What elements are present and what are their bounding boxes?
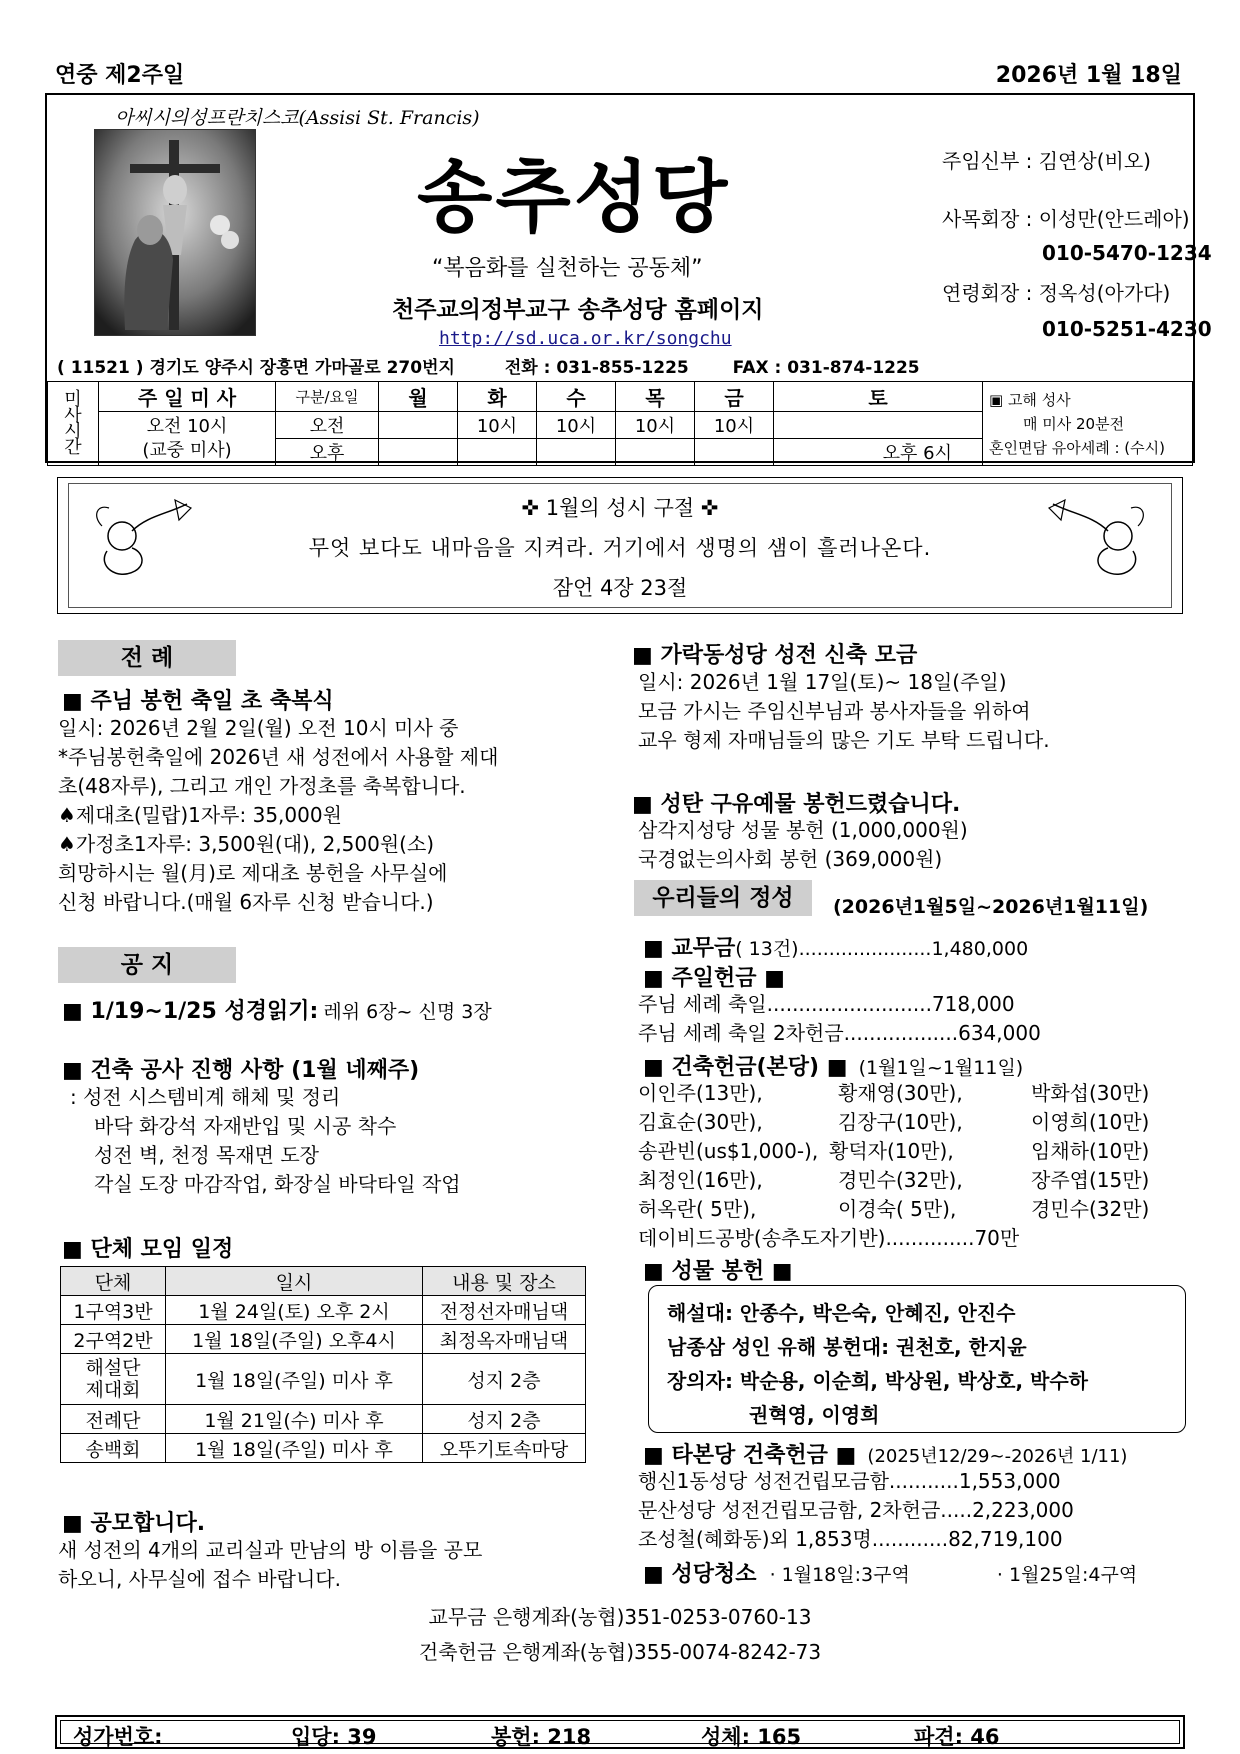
- sunday-offering-title: ■ 주일헌금 ■: [643, 966, 785, 991]
- hymn-dismissal: 파견: 46: [914, 1725, 1000, 1749]
- masthead: [45, 93, 1212, 464]
- schedule-header-place: 내용 및 장소: [423, 1267, 586, 1296]
- table-row: 2구역2반 1월 18일(주일) 오후4시 최정옥자매님댁: [61, 1325, 586, 1354]
- church-name: 송추성당: [417, 153, 731, 243]
- address: ( 11521 ) 경기도 양주시 장흥면 가마골로 270번지: [57, 358, 455, 378]
- liturgical-season: 연중 제2주일: [55, 63, 185, 88]
- verse-heading: ✜ 1월의 성시 구절 ✜: [521, 496, 719, 520]
- bible-reading-text: 레위 6장~ 신명 3장: [323, 1001, 492, 1023]
- group-schedule-table: [60, 1266, 586, 1463]
- verse-source: 잠언 4장 23절: [552, 576, 688, 600]
- mass-side-label: 미 사 시 간: [48, 382, 99, 466]
- church-cleaning: [643, 1557, 1137, 1588]
- construction-title: ■ 건축 공사 진행 사항 (1월 네째주): [62, 1058, 420, 1083]
- table-row: 1구역3반 1월 24일(토) 오후 2시 전정선자매님댁: [61, 1296, 586, 1325]
- candle-blessing-body: 일시: 2026년 2월 2일(월) 오전 10시 미사 중 *주님봉헌축일에 2026년 새 성전에서 사용할 제대 초(48자루), 그리고 개인 가정초를 축복합니다. ♠제대초(밀랍)1자루: 35,000원 ♠가정초1자루: 3,500원(대), 2,500원(소) 희망하시는 월(月)로 제대초 봉헌을 사무실에 신청 바랍니다.(매월 6자루 신청 받습니다.): [58, 716, 499, 914]
- group-schedule-title: ■ 단체 모임 일정: [62, 1237, 234, 1262]
- sunday-mass-time: 오전 10시 (교중 미사): [99, 412, 276, 466]
- pm-label: 오후: [276, 439, 379, 466]
- thu-am: 10시: [616, 412, 695, 439]
- mon-am: [379, 412, 458, 439]
- hymn-entrance: 입당: 39: [291, 1725, 377, 1749]
- verse-text: 무엇 보다도 내마음을 지켜라. 거기에서 생명의 샘이 흘러나온다.: [308, 536, 932, 560]
- tue-pm: [458, 439, 537, 466]
- building-fund-title: ■ 건축헌금(본당) ■: [643, 1055, 848, 1080]
- day-sat: 토: [774, 382, 983, 412]
- building-fund-period: (1월1일~1월11일): [858, 1057, 1024, 1079]
- telephone: 전화 : 031-855-1225: [504, 358, 689, 378]
- mass-schedule-table: [47, 381, 1193, 466]
- construction-body: : 성전 시스템비계 해체 및 정리 바닥 화강석 자재반입 및 시공 착수 성전 벽, 천정 목재면 도장 각실 도장 마감작업, 화장실 바닥타일 작업: [70, 1085, 461, 1196]
- offerings-section-header: 우리들의 정성: [634, 880, 812, 916]
- christmas-offering-title: ■ 성탄 구유예물 봉헌드렸습니다.: [632, 792, 961, 817]
- schedule-header-datetime: 일시: [166, 1267, 423, 1296]
- fax: FAX : 031-874-1225: [732, 358, 920, 378]
- wed-pm: [537, 439, 616, 466]
- monthly-verse-box: [57, 477, 1183, 614]
- address-line: [57, 353, 920, 378]
- pastoral-president: 사목회장 : 이성만(안드레아): [942, 207, 1190, 231]
- sacred-goods-box: 해설대: 안종수, 박은숙, 안혜진, 안진수 남종삼 성인 유해 봉헌대: 권천호, 한지윤 장의자: 박순용, 이순희, 박상원, 박상호, 박수하 권혁영, 이영희: [648, 1285, 1186, 1433]
- confession-note: ▣ 고해 성사 매 미사 20분전 혼인면담 유아세례 : (수시): [983, 382, 1193, 466]
- hymn-numbers-bar: [55, 1715, 1185, 1749]
- other-parish-fund: [643, 1438, 1127, 1469]
- offerings-period: (2026년1월5일~2026년1월11일): [833, 896, 1149, 918]
- elder-phone: 010-5251-4230: [1042, 317, 1212, 341]
- sat-pm: 오후 6시: [774, 439, 983, 466]
- thu-pm: [616, 439, 695, 466]
- homepage-link[interactable]: http://sd.uca.or.kr/songchu: [439, 328, 732, 349]
- contest-title: ■ 공모합니다.: [62, 1511, 206, 1536]
- garakdong-body: 일시: 2026년 1월 17일(토)~ 18일(주일) 모금 가시는 주임신부님과 봉사자들을 위하여 교우 형제 자매님들의 많은 기도 부탁 드립니다.: [638, 670, 1050, 752]
- schedule-header-group: 단체: [61, 1267, 166, 1296]
- day-mon: 월: [379, 382, 458, 412]
- division-header: 구분/요일: [276, 382, 379, 412]
- hymn-communion: 성체: 165: [701, 1725, 802, 1749]
- cleaning-week1: · 1월18일:3구역: [769, 1564, 910, 1586]
- liturgy-section-header: 전 례: [58, 640, 236, 676]
- pastor: 주임신부 : 김연상(비오): [942, 149, 1151, 173]
- sat-am: [774, 412, 983, 439]
- elder-president: 연령회장 : 정옥성(아가다): [942, 281, 1171, 305]
- contest-body: 새 성전의 4개의 교리실과 만남의 방 이름을 공모 하오니, 사무실에 접수 바랍니다.: [58, 1538, 483, 1591]
- cleaning-week2: · 1월25일:4구역: [996, 1564, 1138, 1586]
- dues-bank-account: 교무금 은행계좌(농협)351-0253-0760-13: [428, 1605, 812, 1629]
- saint-painting: [94, 129, 256, 336]
- parish-homepage: 천주교의정부교구 송추성당 홈페이지: [392, 297, 764, 323]
- parish-dues: [643, 931, 1028, 962]
- day-tue: 화: [458, 382, 537, 412]
- christmas-offering-body: 삼각지성당 성물 봉헌 (1,000,000원) 국경없는의사회 봉헌 (369,000원): [638, 818, 968, 871]
- fri-pm: [695, 439, 774, 466]
- am-label: 오전: [276, 412, 379, 439]
- other-parish-period: (2025년12/29~-2026년 1/11): [867, 1446, 1128, 1467]
- sacred-goods-title: ■ 성물 봉헌 ■: [643, 1259, 793, 1284]
- hymn-label: 성가번호:: [73, 1725, 163, 1749]
- bulletin-date: 2026년 1월 18일: [995, 63, 1182, 88]
- pastoral-phone: 010-5470-1234: [1042, 241, 1212, 265]
- day-fri: 금: [695, 382, 774, 412]
- table-row: 해설단 제대회 1월 18일(주일) 미사 후 성지 2층: [61, 1354, 586, 1405]
- table-row: 전례단 1월 21일(수) 미사 후 성지 2층: [61, 1405, 586, 1434]
- bible-reading-label: ■ 1/19~1/25 성경읽기:: [62, 999, 319, 1024]
- building-fund: [643, 1050, 1023, 1081]
- table-row: 송백회 1월 18일(주일) 미사 후 오뚜기토속마당: [61, 1434, 586, 1463]
- motto: “복음화를 실천하는 공동체”: [432, 256, 703, 281]
- sunday-mass-header: 주 일 미 사: [99, 382, 276, 412]
- day-thu: 목: [616, 382, 695, 412]
- parish-dues-value: ( 13건)......................1,480,000: [735, 938, 1029, 960]
- building-fund-donors: 이인주(13만), 황재영(30만), 박화섭(30만) 김효순(30만), 김장구(10만), 이영희(10만) 송관빈(us$1,000-), 황덕자(10만), 임채하(10만) 최정인(16만), 경민수(32만), 장주엽(15만) 허옥란( 5만), 이경숙( 5만), 경민수(32만) 데이비드공방(송추도자기반)..............70만: [638, 1081, 1150, 1250]
- fri-am: 10시: [695, 412, 774, 439]
- wed-am: 10시: [537, 412, 616, 439]
- patron-saint: 아씨시의성프란치스코(Assisi St. Francis): [115, 107, 480, 129]
- bible-reading: [62, 994, 492, 1025]
- candle-blessing-title: ■ 주님 봉헌 축일 초 축복식: [62, 689, 334, 714]
- day-wed: 수: [537, 382, 616, 412]
- cleaning-title: ■ 성당청소: [643, 1562, 757, 1587]
- other-parish-body: 행신1동성당 성전건립모금함...........1,553,000 문산성당 성전건립모금함, 2차헌금.....2,223,000 조성철(혜화동)외 1,853명............82,719,100: [638, 1469, 1074, 1551]
- other-parish-title: ■ 타본당 건축헌금 ■: [643, 1443, 857, 1468]
- notice-section-header: 공 지: [58, 947, 236, 983]
- building-bank-account: 건축헌금 은행계좌(농협)355-0074-8242-73: [418, 1640, 822, 1664]
- mon-pm: [379, 439, 458, 466]
- parish-dues-label: ■ 교무금: [643, 936, 736, 961]
- hymn-offertory: 봉헌: 218: [491, 1725, 592, 1749]
- sunday-offering-body: 주님 세례 축일..........................718,000 주님 세례 축일 2차헌금..................634,000: [638, 992, 1041, 1045]
- tue-am: 10시: [458, 412, 537, 439]
- garakdong-title: ■ 가락동성당 성전 신축 모금: [632, 643, 918, 668]
